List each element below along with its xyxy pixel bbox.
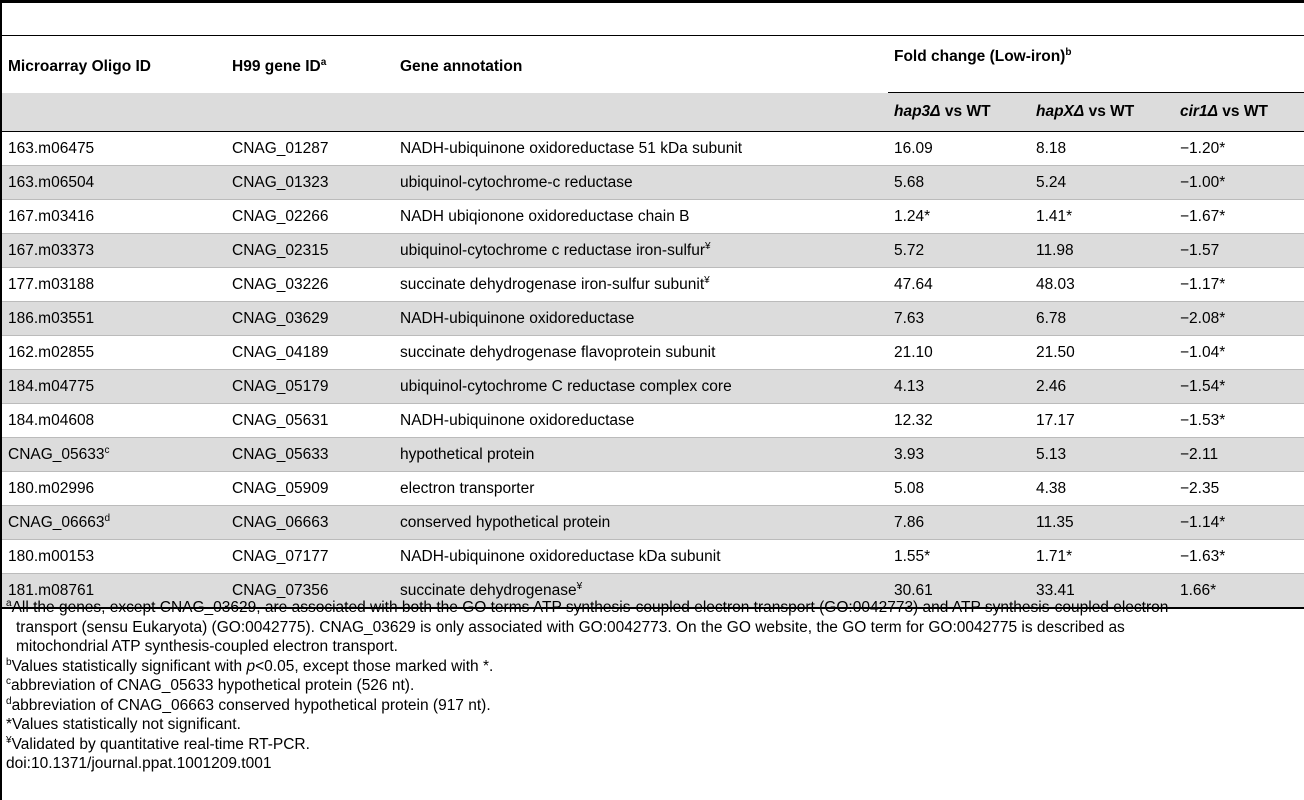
table-row — [2, 370, 1304, 404]
table-row — [2, 132, 1304, 166]
cell-oligo-id: CNAG_05633$^c$ — [2, 438, 226, 472]
table-row — [2, 302, 1304, 336]
col-header-oligo: Microarray Oligo ID — [2, 42, 226, 93]
cell-oligo-id: 184.m04608 — [2, 404, 226, 438]
footnote-a-line2: transport (sensu Eukaryota) (GO:0042775). CNAG_03629 is only associated with GO:0042773. On the GO website, the GO term for GO:0042775 is described as — [16, 618, 1125, 636]
cell-gene-id: CNAG_05631 — [226, 404, 394, 438]
cell-oligo-id: 186.m03551 — [2, 302, 226, 336]
col-header-annotation: Gene annotation — [394, 42, 888, 93]
cell-cir1: −1.67* — [1174, 200, 1304, 234]
cell-hapx: 5.24 — [1030, 166, 1174, 200]
cell-cir1: −1.53* — [1174, 404, 1304, 438]
cell-hap3: 12.32 — [888, 404, 1030, 438]
cell-hap3: 16.09 — [888, 132, 1030, 166]
cell-oligo-id: 162.m02855 — [2, 336, 226, 370]
table-row — [2, 166, 1304, 200]
cell-cir1: −1.54* — [1174, 370, 1304, 404]
cell-hapx: 1.41* — [1030, 200, 1174, 234]
footnote-yen: ¥Validated by quantitative real-time RT-PCR. — [6, 734, 310, 753]
table-row — [2, 200, 1304, 234]
cell-hap3: 3.93 — [888, 438, 1030, 472]
cell-gene-id: CNAG_05633 — [226, 438, 394, 472]
cell-hap3: 7.63 — [888, 302, 1030, 336]
cell-hapx: 21.50 — [1030, 336, 1174, 370]
cell-cir1: −1.17* — [1174, 268, 1304, 302]
cell-gene-id: CNAG_05179 — [226, 370, 394, 404]
cell-annotation: NADH-ubiquinone oxidoreductase — [394, 404, 888, 438]
cell-cir1: −1.63* — [1174, 540, 1304, 574]
cell-hap3: 5.72 — [888, 234, 1030, 268]
caption-band — [2, 3, 1304, 35]
subheader-empty-3 — [394, 93, 888, 132]
table-row — [2, 268, 1304, 302]
cell-gene-id: CNAG_05909 — [226, 472, 394, 506]
subheader-hapx: hapXΔ vs WT — [1030, 93, 1174, 132]
cell-hap3: 4.13 — [888, 370, 1030, 404]
subheader-cir1: cir1Δ vs WT — [1174, 93, 1304, 132]
cell-annotation: NADH-ubiquinone oxidoreductase 51 kDa subunit — [394, 132, 888, 166]
cell-hap3: 7.86 — [888, 506, 1030, 540]
cell-gene-id: CNAG_04189 — [226, 336, 394, 370]
cell-oligo-id: 180.m00153 — [2, 540, 226, 574]
cell-oligo-id: CNAG_06663$^d$ — [2, 506, 226, 540]
cell-oligo-id: 167.m03373 — [2, 234, 226, 268]
cell-annotation: NADH ubiqionone oxidoreductase chain B — [394, 200, 888, 234]
cell-oligo-id: 163.m06504 — [2, 166, 226, 200]
cell-oligo-id: 163.m06475 — [2, 132, 226, 166]
cell-cir1: −1.00* — [1174, 166, 1304, 200]
cell-annotation: succinate dehydrogenase iron-sulfur subunit¥ — [394, 268, 888, 302]
cell-annotation: hypothetical protein — [394, 438, 888, 472]
cell-hapx: 8.18 — [1030, 132, 1174, 166]
cell-hapx: 1.71* — [1030, 540, 1174, 574]
cell-cir1: −2.35 — [1174, 472, 1304, 506]
cell-oligo-id: 181.m08761 — [2, 574, 226, 609]
cell-gene-id: CNAG_07177 — [226, 540, 394, 574]
cell-gene-id: CNAG_03226 — [226, 268, 394, 302]
cell-cir1: −1.14* — [1174, 506, 1304, 540]
cell-annotation: NADH-ubiquinone oxidoreductase kDa subunit — [394, 540, 888, 574]
cell-annotation: ubiquinol-cytochrome-c reductase — [394, 166, 888, 200]
subheader-row — [2, 93, 1304, 132]
table-row — [2, 472, 1304, 506]
table-row — [2, 404, 1304, 438]
cell-hap3: 1.24* — [888, 200, 1030, 234]
header-top-rule — [2, 35, 1304, 36]
table-row — [2, 540, 1304, 574]
footnote-a-line3: mitochondrial ATP synthesis-coupled electron transport. — [16, 638, 398, 655]
cell-hap3: 21.10 — [888, 336, 1030, 370]
cell-hap3: 5.68 — [888, 166, 1030, 200]
cell-hapx: 11.98 — [1030, 234, 1174, 268]
header-row — [2, 42, 1304, 93]
cell-oligo-id: 184.m04775 — [2, 370, 226, 404]
footnote-a: $^a$All the genes, except CNAG_03629, are associated with both the GO terms ATP synthesis-coupled electron transport (GO:0042773) and ATP synthesis-coupled electron — [6, 597, 1169, 616]
cell-annotation: NADH-ubiquinone oxidoreductase — [394, 302, 888, 336]
cell-gene-id: CNAG_06663 — [226, 506, 394, 540]
col-header-gene-id: H99 gene $ID^a$ — [226, 42, 394, 93]
cell-gene-id: CNAG_01323 — [226, 166, 394, 200]
cell-hap3: 30.61 — [888, 574, 1030, 609]
cell-hap3: 47.64 — [888, 268, 1030, 302]
cell-hap3: 1.55* — [888, 540, 1030, 574]
cell-hapx: 2.46 — [1030, 370, 1174, 404]
cell-hapx: 5.13 — [1030, 438, 1174, 472]
footnote-c: $^c$abbreviation of CNAG_05633 hypothetical protein (526 nt). — [6, 675, 415, 694]
cell-gene-id: CNAG_07356 — [226, 574, 394, 609]
cell-annotation: conserved hypothetical protein — [394, 506, 888, 540]
subheader-empty-1 — [2, 93, 226, 132]
cell-cir1: −1.57 — [1174, 234, 1304, 268]
cell-annotation: succinate dehydrogenase flavoprotein subunit — [394, 336, 888, 370]
table-row — [2, 336, 1304, 370]
cell-cir1: −1.20* — [1174, 132, 1304, 166]
cell-cir1: −2.11 — [1174, 438, 1304, 472]
cell-hapx: 33.41 — [1030, 574, 1174, 609]
cell-annotation: succinate dehydrogenase¥ — [394, 574, 888, 609]
cell-oligo-id: 180.m02996 — [2, 472, 226, 506]
footnote-b: $^b$Values statistically significant with p<0.05, except those marked with *. — [6, 656, 494, 675]
subheader-empty-2 — [226, 93, 394, 132]
cell-oligo-id: 177.m03188 — [2, 268, 226, 302]
cell-annotation: ubiquinol-cytochrome c reductase iron-sulfur¥ — [394, 234, 888, 268]
data-table — [2, 42, 1304, 609]
table-row — [2, 438, 1304, 472]
cell-hapx: 6.78 — [1030, 302, 1174, 336]
subheader-hap3: hap3Δ vs WT — [888, 93, 1030, 132]
table-row — [2, 234, 1304, 268]
footnotes — [6, 598, 1302, 774]
cell-oligo-id: 167.m03416 — [2, 200, 226, 234]
cell-gene-id: CNAG_02266 — [226, 200, 394, 234]
col-header-fold-change: Fold change (Low-iron)$^b$ — [888, 42, 1304, 93]
footnote-d: $^d$abbreviation of CNAG_06663 conserved hypothetical protein (917 nt). — [6, 695, 491, 714]
cell-hapx: 11.35 — [1030, 506, 1174, 540]
cell-annotation: electron transporter — [394, 472, 888, 506]
cell-gene-id: CNAG_02315 — [226, 234, 394, 268]
doi-link[interactable]: doi:10.1371/journal.ppat.1001209.t001 — [6, 755, 272, 772]
cell-cir1: −2.08* — [1174, 302, 1304, 336]
cell-hapx: 17.17 — [1030, 404, 1174, 438]
cell-cir1: −1.04* — [1174, 336, 1304, 370]
cell-annotation: ubiquinol-cytochrome C reductase complex core — [394, 370, 888, 404]
cell-cir1: 1.66* — [1174, 574, 1304, 609]
cell-gene-id: CNAG_03629 — [226, 302, 394, 336]
cell-gene-id: CNAG_01287 — [226, 132, 394, 166]
cell-hapx: 4.38 — [1030, 472, 1174, 506]
table-row — [2, 506, 1304, 540]
cell-hap3: 5.08 — [888, 472, 1030, 506]
cell-hapx: 48.03 — [1030, 268, 1174, 302]
footnote-star: *Values statistically not significant. — [6, 716, 241, 733]
